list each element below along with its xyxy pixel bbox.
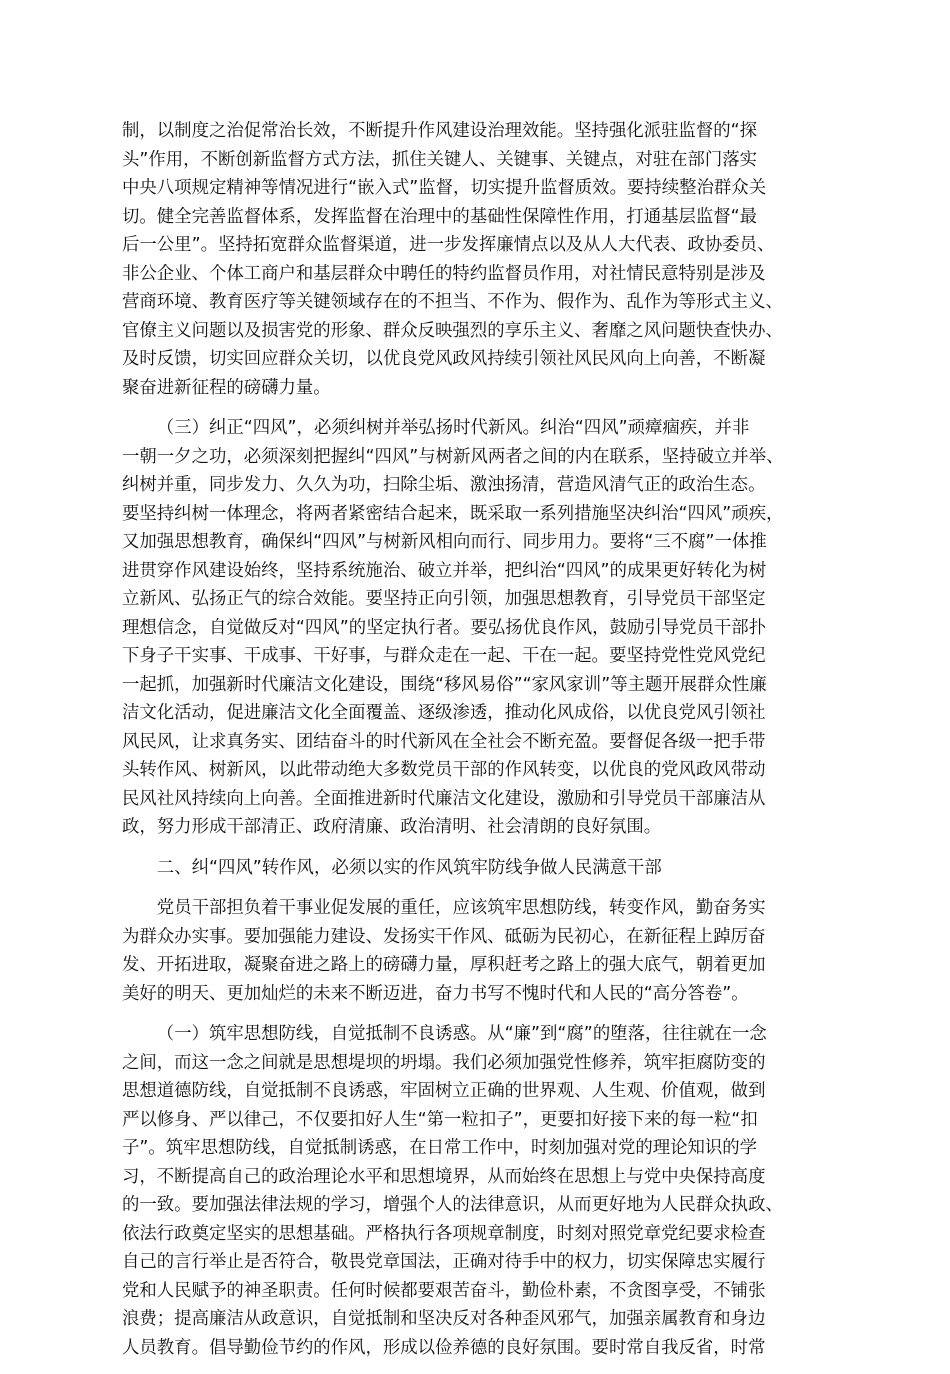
text-line: 的一致。要加强法律法规的学习，增强个人的法律意识，从而更好地为人民群众执政、 [122,1195,783,1215]
text-line: 自己的言行举止是否符合，敬畏党章国法，正确对待手中的权力，切实保障忠实履行 [122,1252,766,1272]
text-line: 一朝一夕之功，必须深刻把握纠“四风”与树新风两者之间的内在联系，坚持破立并举、 [122,446,784,467]
text-line: 政，努力形成干部清正、政府清廉、政治清明、社会清朗的良好氛围。 [122,817,662,837]
text-line: 浪费；提高廉洁从政意识，自觉抵制和坚决反对各种歪风邪气，加强亲属教育和身边 [122,1309,766,1329]
text-line: 美好的明天、更加灿烂的未来不断迈进，奋力书写不愧时代和人民的“高分答卷”。 [122,983,749,1004]
text-line: 洁文化活动，促进廉洁文化全面覆盖、逐级渗透，推动化风成俗，以优良党风引领社 [122,703,766,723]
text-line: 为群众办实事。要加强能力建设、发扬实干作风、砥砺为民初心，在新征程上踔厉奋 [122,926,766,947]
text-line: 官僚主义问题以及损害党的形象、群众反映强烈的享乐主义、奢靡之风问题快查快办、 [122,320,783,341]
text-line: 进贯穿作风建设始终，坚持系统施治、破立并举，把纠治“四风”的成果更好转化为树 [122,560,767,581]
text-line: 要坚持纠树一体理念，将两者紧密结合起来，既采取一系列措施坚决纠治“四风”顽疾， [122,503,784,524]
text-line: 后一公里”。坚持拓宽群众监督渠道，进一步发挥廉情点以及从人大代表、政协委员、 [122,235,775,255]
text-line: 风民风，让求真务实、团结奋斗的时代新风在全社会不断充盈。要督促各级一把手带 [122,731,766,752]
text-line: 党和人民赋予的神圣职责。任何时候都要艰苦奋斗，勤俭朴素，不贪图享受，不铺张 [122,1280,766,1301]
text-line: （一）筑牢思想防线，自觉抵制不良诱惑。从“廉”到“腐”的堕落，往往就在一念 [156,1024,767,1044]
text-line: 中央八项规定精神等情况进行“嵌入式”监督，切实提升监督质效。要持续整治群众关 [122,178,767,198]
text-line: 聚奋进新征程的磅礴力量。 [122,377,331,398]
paragraph-section-3 [122,414,830,842]
text-line: 立新风、弘扬正气的综合效能。要坚持正向引领，加强思想教育，引导党员干部坚定 [122,589,766,609]
text-line: 子”。筑牢思想防线，自觉抵制诱惑，在日常工作中，时刻加强对党的理论知识的学 [122,1138,758,1158]
text-line: 制，以制度之治促常治长效，不断提升作风建设治理效能。坚持强化派驻监督的“探 [122,121,758,141]
text-line: 依法行政奠定坚实的思想基础。严格执行各项规章制度，时刻对照党章党纪要求检查 [122,1223,766,1244]
text-line: （三）纠正“四风”，必须纠树并举弘扬时代新风。纠治“四风”顽瘴痼疾，并非 [156,418,750,438]
text-line: 之间，而这一念之间就是思想堤坝的坍塌。我们必须加强党性修养，筑牢拒腐防变的 [122,1052,766,1073]
text-line: 人员教育。倡导勤俭节约的作风，形成以俭养德的良好氛围。要时常自我反省，时常 [122,1337,766,1358]
document-page [122,117,830,1374]
section-heading [122,854,830,883]
text-line: 又加强思想教育，确保纠“四风”与树新风相向而行、同步用力。要将“三不腐”一体推 [122,532,767,552]
heading-text: 二、纠“四风”转作风，必须以实的作风筑牢防线争做人民满意干部 [156,857,662,878]
text-line: 党员干部担负着干事业促发展的重任，应该筑牢思想防线，转变作风，勤奋务实 [156,898,766,918]
text-line: 切。健全完善监督体系，发挥监督在治理中的基础性保障性作用，打通基层监督“最 [122,206,758,227]
paragraph-intro-2 [122,894,830,1008]
text-line: 一起抓，加强新时代廉洁文化建设，围绕“移风易俗”“家风家训”等主题开展群众性廉 [122,674,767,695]
text-line: 营商环境、教育医疗等关键领域存在的不担当、不作为、假作为、乱作为等形式主义、 [122,292,783,312]
text-line: 习，不断提高自己的政治理论水平和思想境界，从而始终在思想上与党中央保持高度 [122,1166,766,1187]
text-line: 及时反馈，切实回应群众关切，以优良党风政风持续引领社风民风向上向善，不断凝 [122,349,766,369]
text-line: 严以修身、严以律己，不仅要扣好人生“第一粒扣子”，更要扣好接下来的每一粒“扣 [122,1109,758,1130]
paragraph-continued [122,117,830,402]
text-line: 理想信念，自觉做反对“四风”的坚定执行者。要弘扬优良作风，鼓励引导党员干部扑 [122,617,767,638]
text-line: 思想道德防线，自觉抵制不良诱惑，牢固树立正确的世界观、人生观、价值观，做到 [122,1081,766,1101]
text-line: 下身子干实事、干成事、干好事，与群众走在一起、干在一起。要坚持党性党风党纪 [122,646,766,666]
text-line: 头转作风、树新风，以此带动绝大多数党员干部的作风转变，以优良的党风政风带动 [122,760,766,780]
text-line: 非公企业、个体工商户和基层群众中聘任的特约监督员作用，对社情民意特别是涉及 [122,263,766,284]
text-line: 发、开拓进取，凝聚奋进之路上的磅礴力量，厚积赶考之路上的强大底气，朝着更加 [122,955,766,975]
text-line: 纠树并重，同步发力、久久为功，扫除尘垢、激浊扬清，营造风清气正的政治生态。 [122,475,766,495]
text-line: 民风社风持续向上向善。全面推进新时代廉洁文化建设，激励和引导党员干部廉洁从 [122,788,766,809]
paragraph-section-1 [122,1020,830,1362]
text-line: 头”作用，不断创新监督方式方法，抓住关键人、关键事、关键点，对驻在部门落实 [122,149,758,170]
